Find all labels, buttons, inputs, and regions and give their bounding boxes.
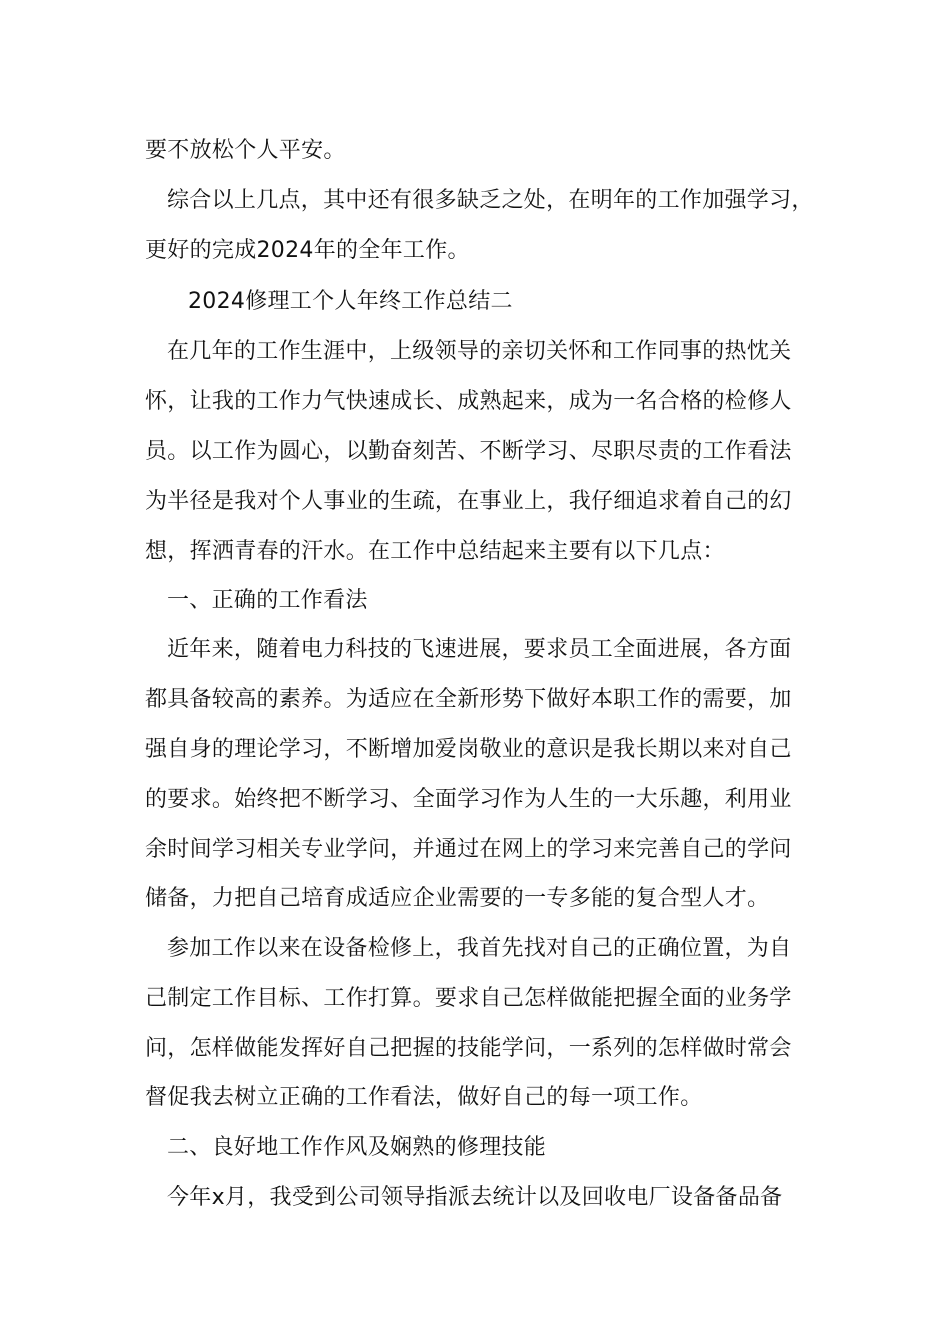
text-line: 余时间学习相关专业学问，并通过在网上的学习来完善自己的学问 (145, 837, 792, 862)
paragraph-start: 参加工作以来在设备检修上，我首先找对自己的正确位置，为自 (167, 936, 792, 961)
section-heading: 一、正确的工作看法 (167, 588, 368, 613)
text-line: 想，挥洒青春的汗水。在工作中总结起来主要有以下几点： (145, 539, 725, 564)
text-line: 督促我去树立正确的工作看法，做好自己的每一项工作。 (145, 1085, 703, 1110)
text-line: 都具备较高的素养。为适应在全新形势下做好本职工作的需要，加 (145, 687, 792, 712)
text-line: 为半径是我对个人事业的生疏，在事业上，我仔细追求着自己的幻 (145, 489, 792, 514)
paragraph-start: 今年x月，我受到公司领导指派去统计以及回收电厂设备备品备 (167, 1185, 783, 1210)
text-line: 更好的完成2024年的全年工作。 (145, 238, 470, 263)
text-line: 储备，力把自己培育成适应企业需要的一专多能的复合型人才。 (145, 886, 770, 911)
section-heading: 二、良好地工作作风及娴熟的修理技能 (167, 1135, 547, 1160)
text-line: 的要求。始终把不断学习、全面学习作为人生的一大乐趣，利用业 (145, 787, 792, 812)
text-line: 员。以工作为圆心，以勤奋刻苦、不断学习、尽职尽责的工作看法 (145, 439, 792, 464)
text-line: 要不放松个人平安。 (145, 138, 346, 163)
text-line: 己制定工作目标、工作打算。要求自己怎样做能把握全面的业务学 (145, 986, 792, 1011)
text-line: 问，怎样做能发挥好自己把握的技能学问，一系列的怎样做时常会 (145, 1036, 792, 1061)
section-title: 2024修理工个人年终工作总结二 (188, 289, 513, 314)
paragraph-start: 近年来，随着电力科技的飞速进展，要求员工全面进展，各方面 (167, 637, 792, 662)
text-line: 怀，让我的工作力气快速成长、成熟起来，成为一名合格的检修人 (145, 389, 792, 414)
text-line: 强自身的理论学习，不断增加爱岗敬业的意识是我长期以来对自己 (145, 737, 792, 762)
paragraph-start: 综合以上几点，其中还有很多缺乏之处，在明年的工作加强学习， (167, 188, 814, 213)
paragraph-start: 在几年的工作生涯中，上级领导的亲切关怀和工作同事的热忱关 (167, 339, 792, 364)
